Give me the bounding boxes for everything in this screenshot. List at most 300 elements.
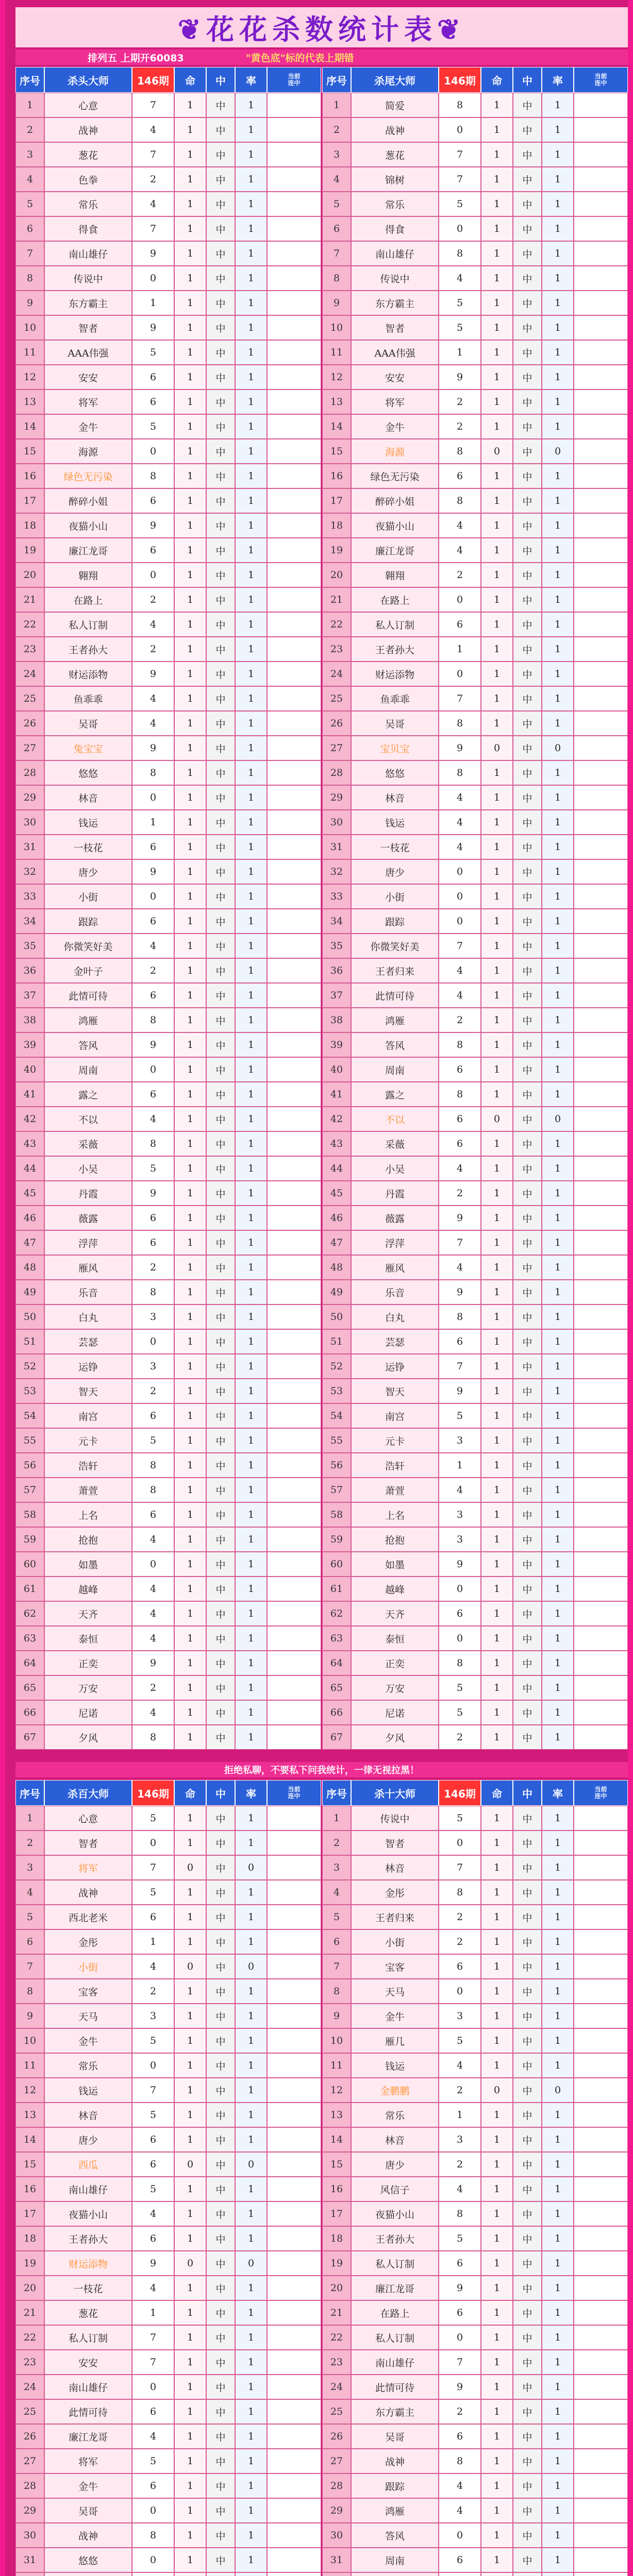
pick-value: 1	[132, 291, 174, 315]
master-name: 一枝花	[44, 835, 132, 859]
lv-value: 1	[542, 1806, 574, 1831]
streak-cell	[267, 1453, 321, 1478]
pick-value: 0	[132, 1552, 174, 1577]
zhong-mark: 中	[513, 2523, 542, 2548]
zhong-mark: 中	[206, 1206, 235, 1230]
lv-value: 1	[235, 934, 267, 958]
row-number: 26	[15, 711, 44, 736]
ming-count: 1	[481, 2276, 513, 2300]
streak-cell	[574, 810, 628, 835]
pick-value: 4	[132, 1107, 174, 1131]
lv-value: 1	[235, 563, 267, 587]
ming-count: 1	[481, 1304, 513, 1329]
pick-value: 5	[439, 1806, 481, 1831]
zhong-mark: 中	[206, 1181, 235, 1206]
zhong-mark: 中	[206, 2523, 235, 2548]
lv-value: 1	[235, 1651, 267, 1675]
lv-value: 1	[542, 538, 574, 563]
pick-value: 4	[439, 1478, 481, 1502]
zhong-mark: 中	[513, 1725, 542, 1750]
master-name: 安安	[44, 2350, 132, 2375]
zhong-mark: 中	[206, 662, 235, 686]
master-name: 乐音	[351, 1280, 439, 1304]
zhong-mark: 中	[206, 1107, 235, 1131]
master-name: 万安	[44, 1675, 132, 1700]
row-number: 13	[322, 2103, 351, 2127]
header-current-streak	[574, 67, 628, 93]
streak-cell	[267, 1806, 321, 1831]
pick-value: 8	[439, 1032, 481, 1057]
lv-value: 1	[542, 2053, 574, 2078]
ming-count: 1	[481, 662, 513, 686]
master-name: 葱花	[44, 142, 132, 167]
zhong-mark: 中	[513, 513, 542, 538]
pick-value: 6	[132, 2473, 174, 2498]
pick-value: 8	[132, 1725, 174, 1750]
zhong-mark: 中	[513, 315, 542, 340]
master-name: 在路上	[351, 587, 439, 612]
zhong-mark: 中	[206, 93, 235, 117]
ming-count: 1	[174, 835, 206, 859]
ming-count: 1	[481, 1954, 513, 1979]
row-number: 27	[15, 736, 44, 760]
zhong-mark: 中	[513, 1206, 542, 1230]
lv-value: 1	[235, 662, 267, 686]
master-name: 上名	[351, 1502, 439, 1527]
row-number: 64	[322, 1651, 351, 1675]
header-zhong: 中	[513, 67, 542, 93]
zhong-mark: 中	[206, 117, 235, 142]
row-number: 19	[15, 538, 44, 563]
ming-count: 1	[481, 167, 513, 192]
pick-value: 0	[439, 1577, 481, 1601]
table-row	[15, 1855, 321, 1880]
master-name: 醉碎小姐	[44, 488, 132, 513]
lv-value: 1	[542, 2226, 574, 2251]
pick-value: 5	[132, 2103, 174, 2127]
pick-value: 4	[132, 192, 174, 216]
lv-value: 1	[542, 2300, 574, 2325]
pick-value: 3	[439, 1527, 481, 1552]
streak-cell	[267, 2325, 321, 2350]
table-row	[15, 2103, 321, 2127]
streak-cell	[574, 2201, 628, 2226]
streak-cell	[574, 2127, 628, 2152]
ming-count: 1	[174, 1181, 206, 1206]
header-no: 序号	[15, 1780, 44, 1806]
zhong-mark: 中	[513, 291, 542, 315]
table-row	[322, 1905, 628, 1929]
master-name: 私人订制	[44, 2325, 132, 2350]
master-name: 智者	[351, 1831, 439, 1855]
streak-cell	[574, 760, 628, 785]
streak-cell	[267, 1230, 321, 1255]
table-row	[15, 1905, 321, 1929]
master-name: 鸿雁	[351, 2498, 439, 2523]
streak-cell	[267, 2053, 321, 2078]
zhong-mark: 中	[513, 2177, 542, 2201]
zhong-mark: 中	[206, 2053, 235, 2078]
pick-value: 6	[439, 1954, 481, 1979]
row-number: 42	[322, 1107, 351, 1131]
row-number: 20	[15, 2276, 44, 2300]
pick-value: 4	[132, 1527, 174, 1552]
streak-cell	[267, 1354, 321, 1379]
pick-value: 9	[439, 1379, 481, 1403]
ming-count: 1	[174, 934, 206, 958]
master-name: 露之	[44, 1082, 132, 1107]
pick-value: 5	[439, 315, 481, 340]
table-row	[15, 2177, 321, 2201]
ming-count: 1	[481, 587, 513, 612]
master-name: 不以	[351, 1107, 439, 1131]
zhong-mark: 中	[206, 2375, 235, 2399]
master-name: 将军	[351, 389, 439, 414]
pick-value: 5	[132, 414, 174, 439]
pick-value: 3	[439, 2127, 481, 2152]
row-number: 66	[15, 1700, 44, 1725]
row-number: 6	[15, 216, 44, 241]
lv-value: 1	[542, 2201, 574, 2226]
pick-value: 7	[439, 686, 481, 711]
ming-count: 1	[481, 2350, 513, 2375]
master-name: 如墨	[44, 1552, 132, 1577]
row-number: 4	[322, 167, 351, 192]
row-number: 54	[322, 1403, 351, 1428]
row-number: 31	[15, 835, 44, 859]
streak-cell	[574, 117, 628, 142]
streak-cell	[574, 2498, 628, 2523]
zhong-mark: 中	[206, 637, 235, 662]
ming-count: 1	[174, 2300, 206, 2325]
zhong-mark: 中	[206, 2177, 235, 2201]
zhong-mark: 中	[206, 2028, 235, 2053]
row-number: 27	[15, 2449, 44, 2473]
ming-count: 1	[481, 859, 513, 884]
row-number: 55	[15, 1428, 44, 1453]
lv-value: 1	[235, 266, 267, 291]
master-name: 海源	[44, 439, 132, 464]
row-number: 23	[322, 2350, 351, 2375]
pick-value: 7	[132, 1855, 174, 1880]
streak-cell	[574, 2325, 628, 2350]
lv-value: 1	[235, 241, 267, 266]
streak-cell	[574, 859, 628, 884]
zhong-mark: 中	[513, 1626, 542, 1651]
pick-value: 0	[132, 2053, 174, 2078]
row-number: 20	[15, 563, 44, 587]
pick-value: 9	[132, 859, 174, 884]
master-name: 常乐	[351, 2103, 439, 2127]
ming-count: 1	[174, 587, 206, 612]
table-row	[15, 934, 321, 958]
lv-value: 1	[542, 587, 574, 612]
table-row	[322, 785, 628, 810]
table-row	[15, 909, 321, 934]
row-number: 5	[15, 1905, 44, 1929]
streak-cell	[267, 1954, 321, 1979]
pick-value: 7	[439, 1230, 481, 1255]
row-number: 61	[15, 1577, 44, 1601]
table-row	[322, 414, 628, 439]
pick-value: 8	[439, 1082, 481, 1107]
table-row	[322, 1082, 628, 1107]
row-number: 58	[322, 1502, 351, 1527]
pick-value: 6	[132, 538, 174, 563]
zhong-mark: 中	[206, 2276, 235, 2300]
master-name: 唐少	[44, 859, 132, 884]
streak-cell	[574, 1255, 628, 1280]
lv-value: 0	[235, 1855, 267, 1880]
row-number: 1	[322, 93, 351, 117]
streak-cell	[267, 909, 321, 934]
row-number: 34	[322, 909, 351, 934]
ming-count: 1	[481, 1979, 513, 2004]
ming-count: 1	[481, 513, 513, 538]
master-name: 采薇	[351, 1131, 439, 1156]
streak-cell	[574, 563, 628, 587]
lv-value: 1	[235, 414, 267, 439]
zhong-mark: 中	[513, 1478, 542, 1502]
lv-value: 1	[235, 2548, 267, 2572]
ming-count: 1	[481, 934, 513, 958]
note-mid: 拒绝私聊，不要私下问我统计，一律无视拉黑！	[15, 1762, 628, 1777]
pick-value: 5	[132, 1156, 174, 1181]
table-row	[15, 2449, 321, 2473]
master-name: 智者	[44, 1831, 132, 1855]
pick-value: 0	[439, 662, 481, 686]
pick-value: 6	[132, 365, 174, 389]
ming-count: 1	[481, 291, 513, 315]
ming-count: 1	[481, 1032, 513, 1057]
master-name: 绿色无污染	[351, 464, 439, 488]
master-name: 简爱	[351, 93, 439, 117]
ming-count: 1	[481, 2028, 513, 2053]
streak-cell	[267, 1929, 321, 1954]
table-row	[322, 2177, 628, 2201]
streak-cell	[574, 538, 628, 563]
row-number: 67	[322, 1725, 351, 1750]
lv-value: 1	[235, 2004, 267, 2028]
streak-cell	[574, 2399, 628, 2424]
lv-value: 1	[542, 414, 574, 439]
table-row	[322, 810, 628, 835]
master-name: 金牛	[351, 2004, 439, 2028]
master-name: 兔宝宝	[44, 736, 132, 760]
row-number: 18	[322, 2226, 351, 2251]
lv-value: 1	[542, 464, 574, 488]
zhong-mark: 中	[513, 2127, 542, 2152]
ming-count: 1	[481, 1905, 513, 1929]
table-row	[322, 1107, 628, 1131]
lv-value: 1	[235, 884, 267, 909]
pick-value: 6	[439, 1057, 481, 1082]
streak-cell	[267, 2201, 321, 2226]
master-name: 泰恒	[44, 1626, 132, 1651]
lv-value: 1	[542, 1855, 574, 1880]
pick-value: 4	[132, 2424, 174, 2449]
row-number: 7	[15, 241, 44, 266]
zhong-mark: 中	[513, 612, 542, 637]
master-name: 林音	[44, 785, 132, 810]
ming-count: 1	[174, 637, 206, 662]
table-row	[15, 637, 321, 662]
lv-value: 1	[235, 2375, 267, 2399]
row-number: 1	[15, 93, 44, 117]
table-row	[322, 365, 628, 389]
master-name: 东方霸主	[351, 291, 439, 315]
pick-value: 6	[439, 2300, 481, 2325]
table-row	[15, 1979, 321, 2004]
zhong-mark: 中	[206, 2350, 235, 2375]
pick-value: 3	[439, 1428, 481, 1453]
row-number: 63	[15, 1626, 44, 1651]
header-zhong: 中	[513, 1780, 542, 1806]
ming-count: 1	[481, 2375, 513, 2399]
header-ming: 命	[481, 67, 513, 93]
ming-count: 1	[481, 414, 513, 439]
ming-count: 1	[481, 117, 513, 142]
ming-count: 1	[174, 2053, 206, 2078]
master-name: 小吴	[351, 1156, 439, 1181]
lv-value: 1	[542, 2523, 574, 2548]
row-number: 32	[15, 859, 44, 884]
ming-count: 1	[481, 2300, 513, 2325]
ming-count: 1	[174, 1206, 206, 1230]
lv-value: 1	[542, 1206, 574, 1230]
master-name: 天齐	[351, 1601, 439, 1626]
streak-cell	[267, 736, 321, 760]
streak-cell	[574, 2350, 628, 2375]
ming-count: 1	[481, 1527, 513, 1552]
ming-count: 1	[174, 167, 206, 192]
table-row	[15, 2548, 321, 2572]
master-name: 王者孙大	[44, 2226, 132, 2251]
table-row	[322, 513, 628, 538]
lv-value: 1	[235, 142, 267, 167]
pick-value: 5	[439, 1675, 481, 1700]
lv-value: 1	[542, 1032, 574, 1057]
zhong-mark: 中	[206, 958, 235, 983]
pick-value: 9	[439, 2375, 481, 2399]
lv-value: 1	[235, 1057, 267, 1082]
table-row	[322, 1206, 628, 1230]
master-name: 夜猫小山	[351, 513, 439, 538]
ming-count: 1	[174, 488, 206, 513]
lv-value	[542, 2572, 574, 2576]
row-number: 2	[322, 1831, 351, 1855]
header-current: 当前	[288, 73, 301, 80]
table-row	[15, 291, 321, 315]
zhong-mark: 中	[206, 389, 235, 414]
row-number: 12	[322, 365, 351, 389]
ming-count: 1	[174, 1403, 206, 1428]
lv-value: 1	[542, 983, 574, 1008]
pick-value: 6	[132, 835, 174, 859]
ming-count: 0	[481, 2078, 513, 2103]
row-number: 16	[15, 2177, 44, 2201]
row-number: 19	[322, 538, 351, 563]
row-number: 11	[15, 2053, 44, 2078]
ming-count: 1	[481, 538, 513, 563]
ming-count: 1	[481, 983, 513, 1008]
table-row	[15, 365, 321, 389]
table-row	[322, 2375, 628, 2399]
zhong-mark: 中	[206, 2449, 235, 2473]
row-number: 8	[15, 1979, 44, 2004]
table-row	[15, 686, 321, 711]
table-row	[15, 1107, 321, 1131]
streak-cell	[267, 2251, 321, 2276]
lv-value: 1	[235, 1280, 267, 1304]
lv-value: 1	[542, 2276, 574, 2300]
lv-value: 1	[542, 2177, 574, 2201]
table-row	[322, 1304, 628, 1329]
ming-count: 1	[174, 1156, 206, 1181]
pick-value: 4	[439, 1255, 481, 1280]
row-number: 38	[322, 1008, 351, 1032]
zhong-mark: 中	[206, 2103, 235, 2127]
zhong-mark: 中	[513, 1329, 542, 1354]
master-name: 一枝花	[351, 835, 439, 859]
streak-cell	[574, 2004, 628, 2028]
zhong-mark: 中	[513, 958, 542, 983]
table-row	[15, 1057, 321, 1082]
lv-value: 1	[235, 117, 267, 142]
row-number: 35	[15, 934, 44, 958]
lv-value: 1	[542, 2399, 574, 2424]
table-row	[15, 1725, 321, 1750]
zhong-mark: 中	[206, 2226, 235, 2251]
streak-cell	[267, 1280, 321, 1304]
ming-count: 1	[174, 2127, 206, 2152]
lv-value: 1	[235, 93, 267, 117]
master-name: AAA伟强	[351, 340, 439, 365]
zhong-mark: 中	[206, 2078, 235, 2103]
streak-cell	[574, 291, 628, 315]
lv-value: 1	[542, 2251, 574, 2276]
streak-cell	[574, 983, 628, 1008]
streak-cell	[574, 1880, 628, 1905]
row-number: 51	[322, 1329, 351, 1354]
table-row	[322, 2152, 628, 2177]
ming-count: 1	[481, 1601, 513, 1626]
ming-count: 1	[174, 1979, 206, 2004]
lv-value: 1	[542, 2127, 574, 2152]
row-number: 45	[15, 1181, 44, 1206]
master-name: 将军	[44, 389, 132, 414]
lv-value: 1	[235, 1131, 267, 1156]
streak-cell	[574, 414, 628, 439]
ming-count: 1	[174, 1428, 206, 1453]
row-number: 9	[15, 291, 44, 315]
lv-value: 1	[542, 167, 574, 192]
row-number: 24	[322, 662, 351, 686]
streak-cell	[574, 1379, 628, 1403]
pick-value: 4	[439, 2053, 481, 2078]
ming-count: 1	[174, 2177, 206, 2201]
ming-count: 1	[481, 1478, 513, 1502]
master-name: 南山雄仔	[351, 2350, 439, 2375]
pick-value: 6	[439, 464, 481, 488]
pick-value: 9	[439, 1206, 481, 1230]
pick-value: 1	[132, 810, 174, 835]
table-row	[15, 2276, 321, 2300]
row-number: 27	[322, 2449, 351, 2473]
ming-count: 1	[481, 760, 513, 785]
row-number: 23	[322, 637, 351, 662]
master-name: 小吴	[44, 1156, 132, 1181]
